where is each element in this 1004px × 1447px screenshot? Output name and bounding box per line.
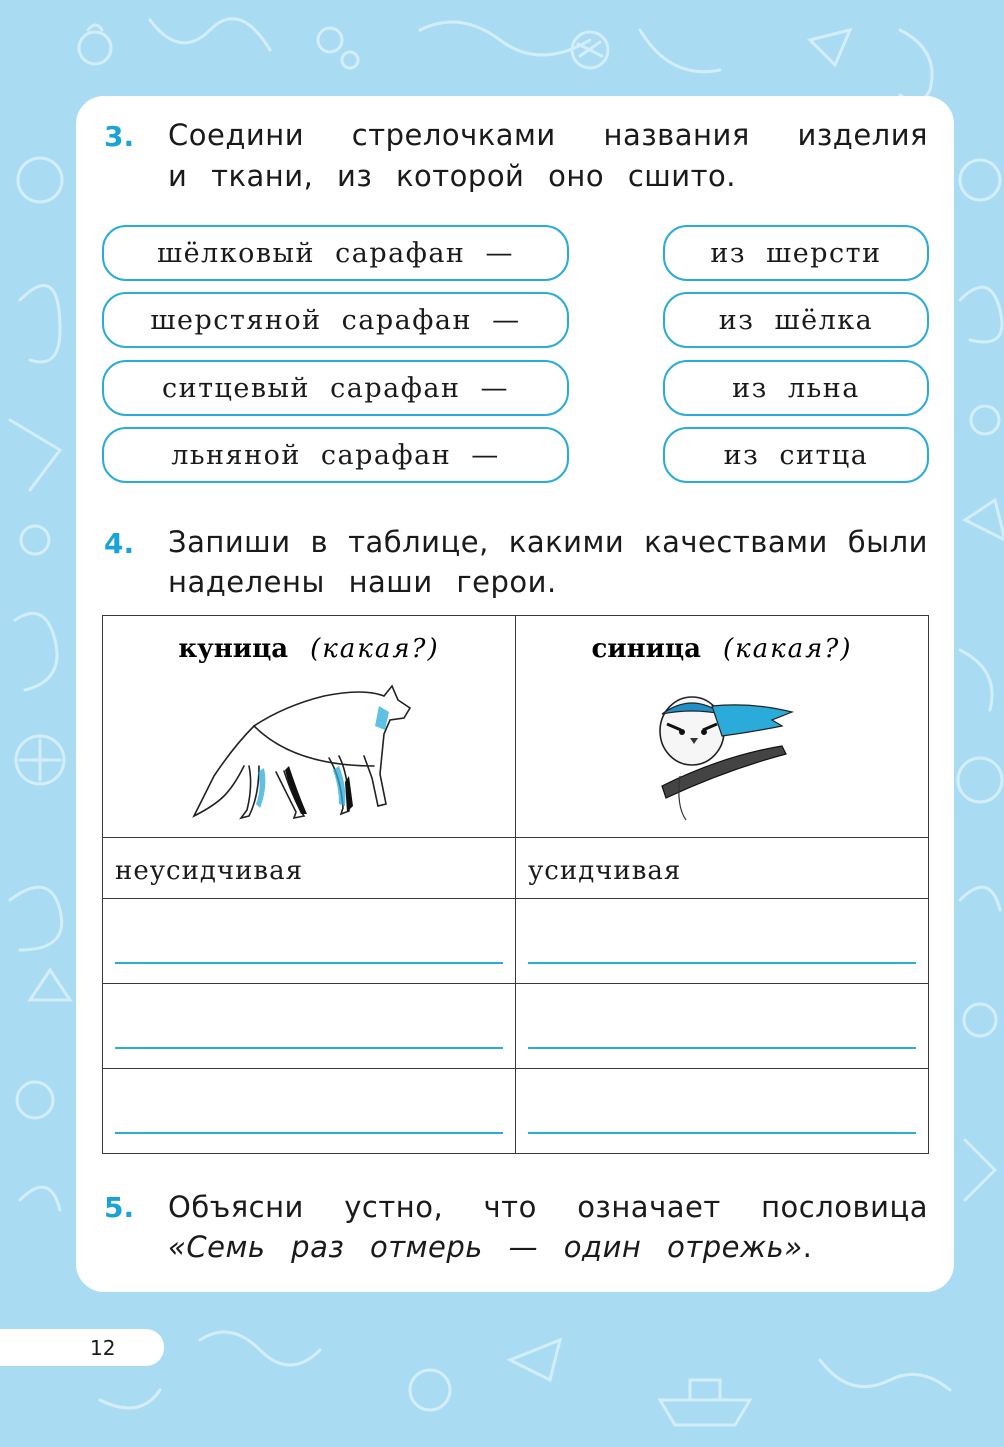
proverb-period: . [802, 1230, 813, 1264]
word: Соедини [168, 118, 305, 152]
marten-question: (какая?) [310, 634, 440, 664]
word: стрелочками [351, 118, 556, 152]
fabric-chintz[interactable]: из ситца [663, 427, 929, 483]
marten-answer-cell-2[interactable] [103, 984, 516, 1069]
page-number: 12 [90, 1335, 116, 1360]
answer-line [528, 1132, 916, 1134]
task-3-instruction-line-1 [168, 118, 928, 152]
word: качествами [644, 525, 828, 559]
fabric-wool[interactable]: из шерсти [663, 225, 929, 281]
task-5-instruction-line-1 [168, 1190, 928, 1224]
word: наделены [168, 565, 325, 599]
word: пословица [761, 1190, 928, 1224]
proverb: «Семь раз отмерь — один отрежь» [168, 1230, 803, 1264]
word: наши [348, 565, 433, 599]
word: оно [548, 159, 605, 193]
titmouse-answer-cell-3[interactable] [516, 1069, 929, 1154]
task-4-instruction-line-2 [168, 565, 928, 599]
word: устно, [344, 1190, 444, 1224]
marten-header-cell [103, 616, 516, 838]
qualities-table [102, 615, 929, 1154]
answer-line [528, 962, 916, 964]
titmouse-header-cell [516, 616, 929, 838]
word: названия [603, 118, 750, 152]
marten-quality-1: неусидчивая [103, 838, 516, 899]
item-chintz-sarafan[interactable]: ситцевый сарафан — [102, 360, 569, 416]
task-4-instruction-line-1 [168, 525, 928, 559]
titmouse-title: синица [591, 634, 701, 664]
titmouse-question: (какая?) [722, 634, 853, 664]
word: какими [508, 525, 625, 559]
item-linen-sarafan[interactable]: льняной сарафан — [102, 427, 569, 483]
word: Объясни [168, 1190, 304, 1224]
answer-line [115, 962, 503, 964]
word: из [337, 159, 373, 193]
marten-answer-cell-1[interactable] [103, 899, 516, 984]
item-silk-sarafan[interactable]: шёлковый сарафан — [102, 225, 569, 281]
word: таблице, [348, 525, 489, 559]
word: означает [577, 1190, 721, 1224]
page-number-tab [0, 1329, 164, 1366]
titmouse-answer-cell-2[interactable] [516, 984, 929, 1069]
titmouse-answer-cell-1[interactable] [516, 899, 929, 984]
word: были [847, 525, 928, 559]
word: что [483, 1190, 537, 1224]
titmouse-illustration [622, 676, 822, 826]
task-4-number: 4. [104, 527, 135, 560]
answer-line [115, 1132, 503, 1134]
fabric-silk[interactable]: из шёлка [663, 292, 929, 348]
item-wool-sarafan[interactable]: шерстяной сарафан — [102, 292, 569, 348]
marten-answer-cell-3[interactable] [103, 1069, 516, 1154]
word: в [310, 525, 329, 559]
word: которой [396, 159, 525, 193]
fabric-linen[interactable]: из льна [663, 360, 929, 416]
word: ткани, [211, 159, 314, 193]
word: и [168, 159, 188, 193]
answer-line [528, 1047, 916, 1049]
word: Запиши [168, 525, 291, 559]
titmouse-quality-1: усидчивая [516, 838, 929, 899]
word: герои. [456, 565, 557, 599]
task-3-instruction-line-2 [168, 159, 928, 193]
word: сшито. [627, 159, 736, 193]
answer-line [115, 1047, 503, 1049]
marten-illustration [189, 676, 429, 826]
task-5-instruction-line-2 [168, 1230, 928, 1264]
task-3-number: 3. [104, 120, 135, 153]
word: изделия [797, 118, 928, 152]
marten-title: куница [178, 634, 289, 664]
task-5-number: 5. [104, 1191, 135, 1224]
